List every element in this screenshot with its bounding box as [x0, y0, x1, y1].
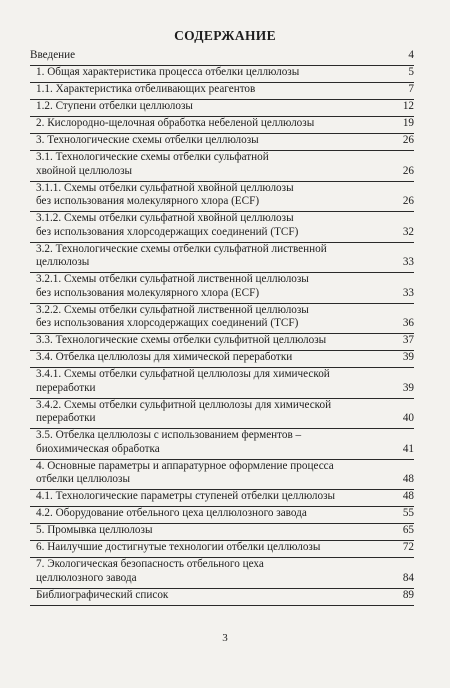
- toc-entry-page: 39: [402, 351, 414, 363]
- toc-entry-title: 3.2.2. Схемы отбелки сульфатной лиственной целлюлозы без использования хлорсодержащих соединений (TCF): [36, 303, 309, 329]
- toc-entry-page: 7: [408, 83, 414, 95]
- toc-entry: [30, 117, 414, 134]
- toc-entry: [30, 151, 414, 182]
- toc-entry-title: 3.2.1. Схемы отбелки сульфатной лиственной целлюлозы без использования молекулярного хлора (ECF): [36, 273, 309, 299]
- toc-entry-title: 1.1. Характеристика отбеливающих реагентов: [36, 83, 256, 95]
- toc-entry-title: 3.1.2. Схемы отбелки сульфатной хвойной целлюлозы без использования хлорсодержащих соединений (TCF): [36, 212, 299, 238]
- toc-entry: [30, 558, 414, 589]
- toc-entry-page: 26: [402, 164, 414, 177]
- toc-entry-title: 5. Промывка целлюлозы: [36, 524, 153, 536]
- toc-entry-page: 19: [402, 117, 414, 129]
- toc-entry-title: 4.1. Технологические параметры ступеней отбелки целлюлозы: [36, 490, 336, 502]
- toc-entry-page: 39: [402, 381, 414, 394]
- toc-entry-page: 72: [402, 541, 414, 553]
- toc-entry: [30, 368, 414, 399]
- toc-entry-title: 3. Технологические схемы отбелки целлюлозы: [36, 134, 259, 146]
- toc-entry: [30, 182, 414, 213]
- toc-entry-title: 3.5. Отбелка целлюлозы с использованием ферментов – биохимическая обработка: [36, 429, 302, 455]
- toc-entry-page: 40: [402, 412, 414, 424]
- toc-entry: [30, 304, 414, 335]
- toc-entry: [30, 100, 414, 117]
- toc-entry: [30, 524, 414, 541]
- toc-entry: [30, 66, 414, 83]
- toc-entry-title: 7. Экологическая безопасность отбельного цеха целлюлозного завода: [36, 558, 264, 584]
- toc-entry: [30, 460, 414, 491]
- toc-entry-page: 48: [402, 473, 414, 485]
- toc-entry: [30, 134, 414, 151]
- toc-entry: [30, 49, 414, 66]
- toc-entry: [30, 212, 414, 243]
- toc-entry: [30, 83, 414, 100]
- toc-entry-page: 32: [402, 225, 414, 238]
- toc-entry: [30, 429, 414, 460]
- page-title: СОДЕРЖАНИЕ: [174, 28, 276, 43]
- toc-entry-page: 26: [402, 195, 414, 207]
- toc-entry-page: 12: [402, 100, 414, 112]
- toc-entry-title: 3.4.1. Схемы отбелки сульфатной целлюлозы для химической переработки: [36, 368, 330, 394]
- table-of-contents: [30, 49, 414, 606]
- toc-entry: [30, 589, 414, 606]
- toc-entry-title: 3.4.2. Схемы отбелки сульфитной целлюлозы для химической переработки: [36, 398, 332, 424]
- toc-entry-title: Введение: [30, 49, 76, 61]
- toc-entry-page: 41: [402, 442, 414, 455]
- toc-entry-page: 84: [402, 571, 414, 584]
- toc-entry: [30, 490, 414, 507]
- toc-entry-title: 2. Кислородно-щелочная обработка небеленой целлюлозы: [36, 117, 315, 129]
- toc-entry-title: 3.2. Технологические схемы отбелки сульфатной лиственной целлюлозы: [36, 242, 327, 268]
- toc-entry-title: 4.2. Оборудование отбельного цеха целлюлозного завода: [36, 507, 307, 519]
- toc-entry: [30, 243, 414, 274]
- toc-entry-page: 33: [402, 286, 414, 299]
- toc-entry-page: 36: [402, 317, 414, 329]
- toc-entry-title: 1. Общая характеристика процесса отбелки целлюлозы: [36, 66, 300, 78]
- page-number: 3: [222, 632, 228, 644]
- toc-entry-page: 48: [402, 490, 414, 502]
- toc-entry-title: 3.1.1. Схемы отбелки сульфатной хвойной целлюлозы без использования молекулярного хлора (ECF): [36, 181, 294, 207]
- toc-entry-title: 4. Основные параметры и аппаратурное оформление процесса отбелки целлюлозы: [36, 459, 334, 485]
- toc-entry: [30, 273, 414, 304]
- toc-entry-page: 37: [402, 334, 414, 346]
- toc-entry: [30, 541, 414, 558]
- toc-entry: [30, 399, 414, 430]
- toc-entry-title: 6. Наилучшие достигнутые технологии отбелки целлюлозы: [36, 541, 321, 553]
- toc-entry-title: Библиографический список: [36, 588, 169, 601]
- toc-entry-page: 33: [402, 256, 414, 268]
- toc-entry: [30, 507, 414, 524]
- toc-entry-title: 3.1. Технологические схемы отбелки сульфатной хвойной целлюлозы: [36, 151, 269, 177]
- toc-entry-page: 26: [402, 134, 414, 146]
- toc-entry-title: 3.3. Технологические схемы отбелки сульфитной целлюлозы: [36, 334, 327, 346]
- toc-entry-page: 55: [402, 507, 414, 519]
- toc-entry-page: 89: [402, 588, 414, 601]
- toc-entry-title: 3.4. Отбелка целлюлозы для химической переработки: [36, 351, 293, 363]
- toc-entry-page: 5: [408, 66, 414, 78]
- toc-entry: [30, 351, 414, 368]
- toc-entry-page: 65: [402, 524, 414, 536]
- toc-entry: [30, 334, 414, 351]
- toc-entry-page: 4: [408, 49, 414, 61]
- toc-entry-title: 1.2. Ступени отбелки целлюлозы: [36, 100, 193, 112]
